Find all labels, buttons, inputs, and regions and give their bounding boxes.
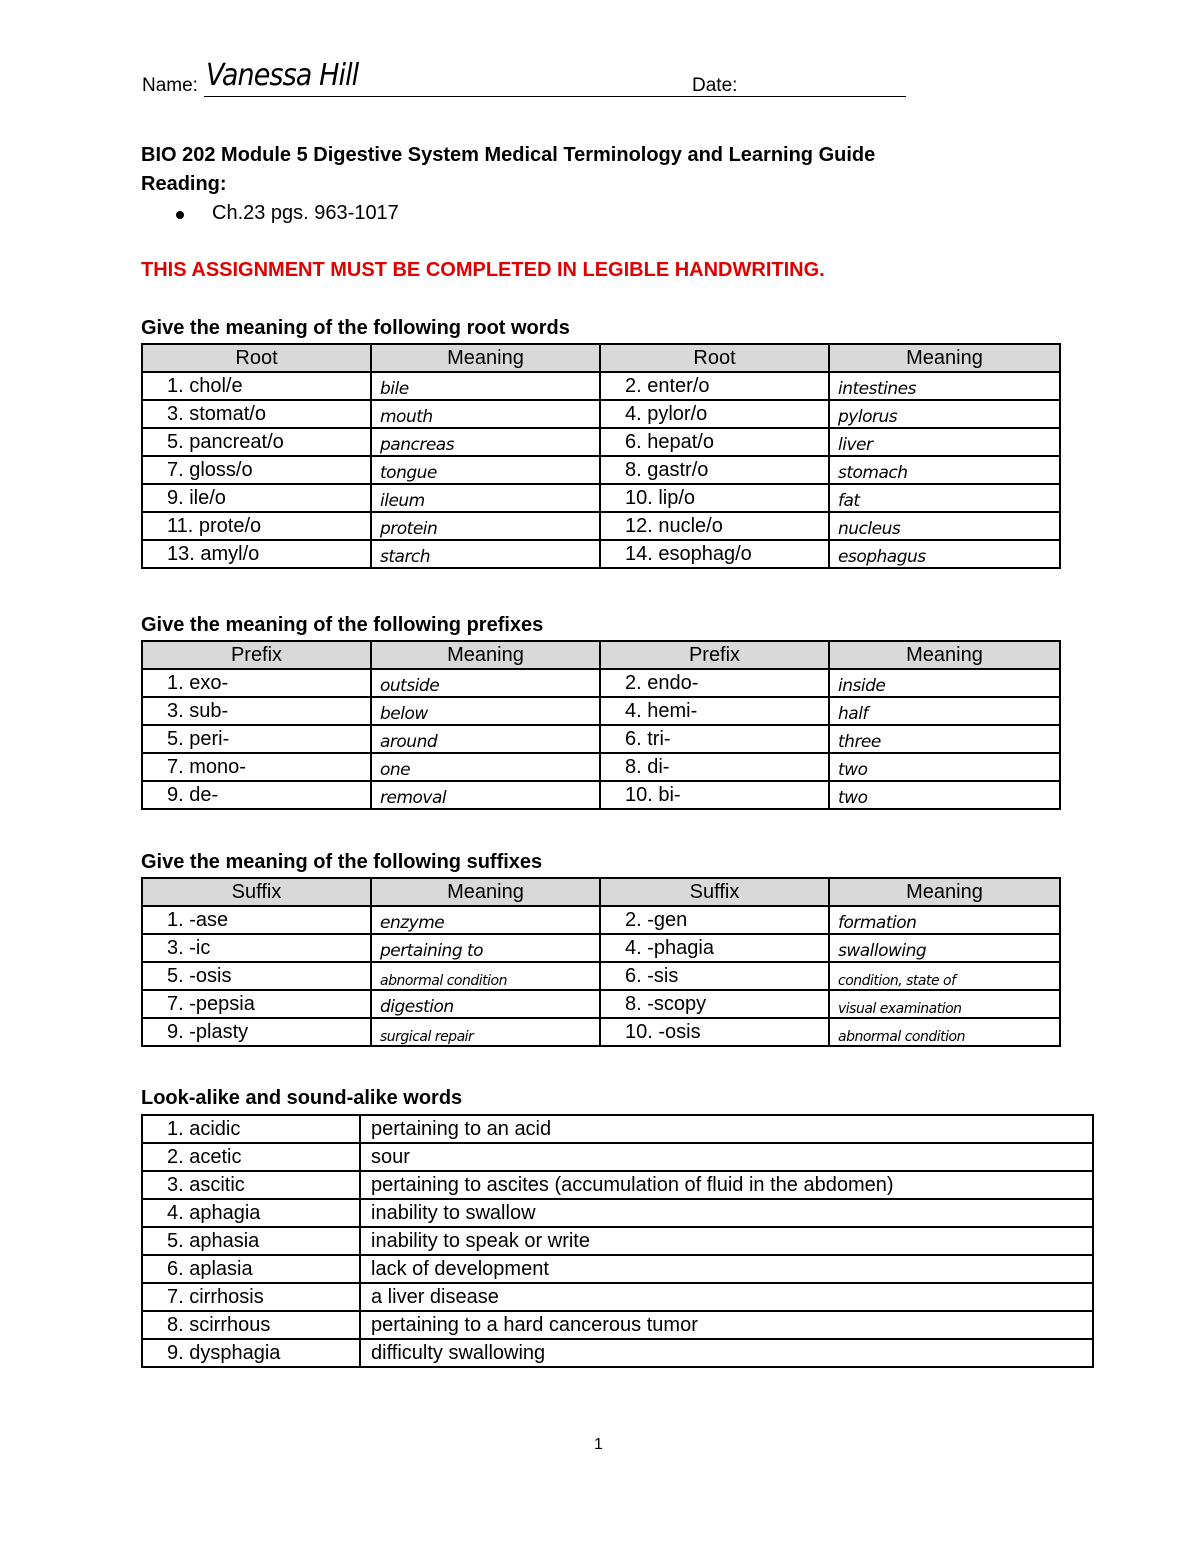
term-cell: 5. -osis: [142, 962, 371, 990]
handwritten-answer: fat: [829, 484, 1060, 512]
handwritten-answer: outside: [371, 669, 600, 697]
table-row: [142, 697, 1060, 725]
page-number: 1: [594, 1436, 603, 1453]
word-cell: 7. cirrhosis: [142, 1283, 360, 1311]
term-cell: 3. -ic: [142, 934, 371, 962]
word-cell: 3. ascitic: [142, 1171, 360, 1199]
handwritten-answer: formation: [829, 906, 1060, 934]
handwriting-warning: THIS ASSIGNMENT MUST BE COMPLETED IN LEGIBLE HANDWRITING.: [141, 259, 825, 281]
reading-item: Ch.23 pgs. 963-1017: [212, 202, 399, 224]
term-cell: 4. pylor/o: [600, 400, 829, 428]
handwritten-answer: around: [371, 725, 600, 753]
table-row: [142, 372, 1060, 400]
handwritten-answer: visual examination: [829, 990, 1060, 1018]
word-cell: 4. aphagia: [142, 1199, 360, 1227]
term-cell: 10. -osis: [600, 1018, 829, 1046]
handwritten-answer: one: [371, 753, 600, 781]
table-row: [142, 400, 1060, 428]
handwritten-answer: bile: [371, 372, 600, 400]
term-cell: 8. di-: [600, 753, 829, 781]
table-row: [142, 753, 1060, 781]
term-cell: 7. gloss/o: [142, 456, 371, 484]
term-cell: 14. esophag/o: [600, 540, 829, 568]
handwritten-answer: pertaining to: [371, 934, 600, 962]
definition-cell: inability to speak or write: [360, 1227, 1093, 1255]
table-row: [142, 1227, 1093, 1255]
handwritten-answer: half: [829, 697, 1060, 725]
table-row: [142, 484, 1060, 512]
column-header: Meaning: [829, 878, 1060, 906]
term-cell: 8. gastr/o: [600, 456, 829, 484]
handwritten-answer: mouth: [371, 400, 600, 428]
table-row: [142, 1311, 1093, 1339]
column-header: Root: [142, 344, 371, 372]
handwritten-answer: pancreas: [371, 428, 600, 456]
table-row: [142, 1339, 1093, 1367]
handwritten-answer: removal: [371, 781, 600, 809]
term-cell: 13. amyl/o: [142, 540, 371, 568]
table-row: [142, 906, 1060, 934]
column-header: Prefix: [142, 641, 371, 669]
table-row: [142, 428, 1060, 456]
name-handwritten: Vanessa Hill: [206, 58, 359, 93]
term-cell: 3. stomat/o: [142, 400, 371, 428]
handwritten-answer: tongue: [371, 456, 600, 484]
table-row: [142, 540, 1060, 568]
term-cell: 8. -scopy: [600, 990, 829, 1018]
table-row: [142, 1255, 1093, 1283]
word-cell: 8. scirrhous: [142, 1311, 360, 1339]
term-cell: 5. peri-: [142, 725, 371, 753]
word-cell: 2. acetic: [142, 1143, 360, 1171]
table-row: [142, 1115, 1093, 1143]
definition-cell: pertaining to ascites (accumulation of fluid in the abdomen): [360, 1171, 1093, 1199]
term-cell: 7. mono-: [142, 753, 371, 781]
handwritten-answer: protein: [371, 512, 600, 540]
term-cell: 2. enter/o: [600, 372, 829, 400]
handwritten-answer: liver: [829, 428, 1060, 456]
handwritten-answer: enzyme: [371, 906, 600, 934]
definition-cell: pertaining to a hard cancerous tumor: [360, 1311, 1093, 1339]
reading-label: Reading:: [141, 173, 227, 195]
column-header: Meaning: [371, 878, 600, 906]
term-cell: 9. de-: [142, 781, 371, 809]
table-row: [142, 1143, 1093, 1171]
handwritten-answer: two: [829, 753, 1060, 781]
handwritten-answer: inside: [829, 669, 1060, 697]
word-cell: 9. dysphagia: [142, 1339, 360, 1367]
date-label: Date:: [692, 75, 738, 96]
suffixes-heading: Give the meaning of the following suffixes: [141, 851, 543, 873]
handwritten-answer: esophagus: [829, 540, 1060, 568]
handwritten-answer: abnormal condition: [829, 1018, 1060, 1046]
definition-cell: lack of development: [360, 1255, 1093, 1283]
handwritten-answer: digestion: [371, 990, 600, 1018]
date-underline: [746, 96, 906, 97]
prefixes-heading: Give the meaning of the following prefixes: [141, 614, 544, 636]
handwritten-answer: below: [371, 697, 600, 725]
lookalike-table: [141, 1114, 1094, 1368]
table-row: [142, 1283, 1093, 1311]
column-header: Meaning: [371, 344, 600, 372]
column-header: Root: [600, 344, 829, 372]
column-header: Prefix: [600, 641, 829, 669]
table-header-row: [142, 344, 1060, 372]
table-row: [142, 456, 1060, 484]
roots-heading: Give the meaning of the following root words: [141, 317, 570, 339]
handwritten-answer: intestines: [829, 372, 1060, 400]
term-cell: 2. endo-: [600, 669, 829, 697]
table-row: [142, 962, 1060, 990]
term-cell: 6. -sis: [600, 962, 829, 990]
definition-cell: sour: [360, 1143, 1093, 1171]
table-row: [142, 725, 1060, 753]
document-title: BIO 202 Module 5 Digestive System Medical Terminology and Learning Guide: [141, 144, 876, 166]
term-cell: 1. -ase: [142, 906, 371, 934]
column-header: Suffix: [142, 878, 371, 906]
table-row: [142, 781, 1060, 809]
term-cell: 10. bi-: [600, 781, 829, 809]
term-cell: 3. sub-: [142, 697, 371, 725]
name-label: Name:: [142, 75, 198, 96]
table-row: [142, 669, 1060, 697]
column-header: Meaning: [829, 344, 1060, 372]
definition-cell: inability to swallow: [360, 1199, 1093, 1227]
roots-table: [141, 343, 1061, 569]
definition-cell: a liver disease: [360, 1283, 1093, 1311]
word-cell: 5. aphasia: [142, 1227, 360, 1255]
suffixes-table: [141, 877, 1061, 1047]
term-cell: 5. pancreat/o: [142, 428, 371, 456]
term-cell: 11. prote/o: [142, 512, 371, 540]
handwritten-answer: starch: [371, 540, 600, 568]
term-cell: 10. lip/o: [600, 484, 829, 512]
definition-cell: difficulty swallowing: [360, 1339, 1093, 1367]
handwritten-answer: three: [829, 725, 1060, 753]
column-header: Meaning: [371, 641, 600, 669]
word-cell: 1. acidic: [142, 1115, 360, 1143]
table-row: [142, 934, 1060, 962]
lookalike-heading: Look-alike and sound-alike words: [141, 1087, 463, 1109]
handwritten-answer: stomach: [829, 456, 1060, 484]
table-row: [142, 1199, 1093, 1227]
handwritten-answer: swallowing: [829, 934, 1060, 962]
term-cell: 9. ile/o: [142, 484, 371, 512]
definition-cell: pertaining to an acid: [360, 1115, 1093, 1143]
term-cell: 2. -gen: [600, 906, 829, 934]
handwritten-answer: surgical repair: [371, 1018, 600, 1046]
handwritten-answer: condition, state of: [829, 962, 1060, 990]
handwritten-answer: ileum: [371, 484, 600, 512]
table-row: [142, 1171, 1093, 1199]
table-header-row: [142, 641, 1060, 669]
handwritten-answer: nucleus: [829, 512, 1060, 540]
handwritten-answer: abnormal condition: [371, 962, 600, 990]
name-date-row: [142, 58, 912, 98]
prefixes-table: [141, 640, 1061, 810]
term-cell: 1. exo-: [142, 669, 371, 697]
bullet-icon: [176, 211, 184, 219]
word-cell: 6. aplasia: [142, 1255, 360, 1283]
term-cell: 12. nucle/o: [600, 512, 829, 540]
handwritten-answer: two: [829, 781, 1060, 809]
term-cell: 6. tri-: [600, 725, 829, 753]
table-row: [142, 990, 1060, 1018]
term-cell: 4. hemi-: [600, 697, 829, 725]
term-cell: 1. chol/e: [142, 372, 371, 400]
term-cell: 9. -plasty: [142, 1018, 371, 1046]
handwritten-answer: pylorus: [829, 400, 1060, 428]
table-row: [142, 512, 1060, 540]
term-cell: 6. hepat/o: [600, 428, 829, 456]
term-cell: 4. -phagia: [600, 934, 829, 962]
term-cell: 7. -pepsia: [142, 990, 371, 1018]
column-header: Suffix: [600, 878, 829, 906]
table-header-row: [142, 878, 1060, 906]
table-row: [142, 1018, 1060, 1046]
column-header: Meaning: [829, 641, 1060, 669]
